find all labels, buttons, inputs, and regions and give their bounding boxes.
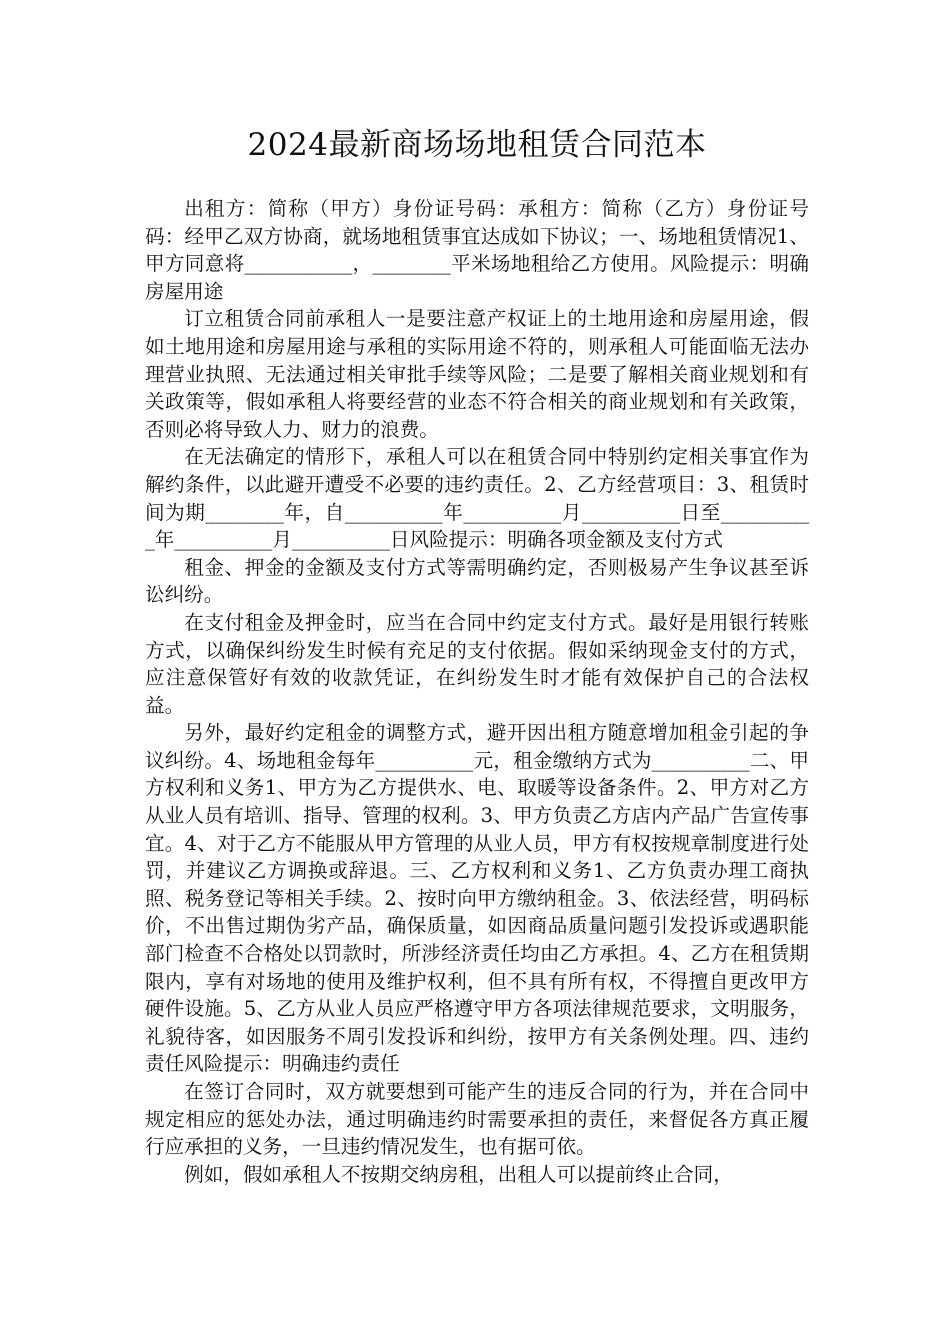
paragraph-rental-term: 在无法确定的情形下，承租人可以在租赁合同中特别约定相关事宜作为解约条件，以此避开遭受不必要的违约责任。2、乙方经营项目：3、租赁时间为期________年，自__________年__________月__________日至__________年__________月__________日风险提示：明确各项金额及支付方式 xyxy=(145,445,809,552)
paragraph-land-use-risk: 订立租赁合同前承租人一是要注意产权证上的土地用途和房屋用途，假如土地用途和房屋用途与承租的实际用途不符的，则承租人可能面临无法办理营业执照、无法通过相关审批手续等风险；二是要了解相关商业规划和有关政策等，假如承租人将要经营的业态不符合相关的商业规划和有关政策，否则必将导致人力、财力的浪费。 xyxy=(145,307,809,441)
paragraph-parties: 出租方：简称（甲方）身份证号码：承租方：简称（乙方）身份证号码：经甲乙双方协商，就场地租赁事宜达成如下协议；一、场地租赁情况1、甲方同意将___________，________平米场地租给乙方使用。风险提示：明确房屋用途 xyxy=(145,197,809,303)
document-title: 2024最新商场场地租赁合同范本 xyxy=(247,127,707,163)
paragraph-rights-obligations: 另外，最好约定租金的调整方式，避开因出租方随意增加租金引起的争议纠纷。4、场地租金每年__________元，租金缴纳方式为__________二、甲方权利和义务1、甲方为乙方提供水、电、取暖等设备条件。2、甲方对乙方从业人员有培训、指导、管理的权利。3、甲方负责乙方店内产品广告宣传事宜。4、对于乙方不能服从甲方管理的从业人员，甲方有权按规章制度进行处罚，并建议乙方调换或辞退。三、乙方权利和义务1、乙方负责办理工商执照、税务登记等相关手续。2、按时向甲方缴纳租金。3、依法经营，明码标价，不出售过期伪劣产品，确保质量，如因商品质量问题引发投诉或遇职能部门检查不合格处以罚款时，所涉经济责任均由乙方承担。4、乙方在租赁期限内，享有对场地的使用及维护权利，但不具有所有权，不得擅自更改甲方硬件设施。5、乙方从业人员应严格遵守甲方各项法律规范要求，文明服务，礼貌待客，如因服务不周引发投诉和纠纷，按甲方有关条例处理。四、违约责任风险提示：明确违约责任 xyxy=(145,721,809,1076)
paragraph-example: 例如，假如承租人不按期交纳房租，出租人可以提前终止合同， xyxy=(184,1162,733,1186)
paragraph-payment-agreement: 租金、押金的金额及支付方式等需明确约定，否则极易产生争议甚至诉讼纠纷。 xyxy=(145,555,809,607)
document-page xyxy=(145,125,809,1188)
paragraph-breach-liability: 在签订合同时，双方就要想到可能产生的违反合同的行为，并在合同中规定相应的惩处办法，通过明确违约时需要承担的责任，来督促各方真正履行应承担的义务，一旦违约情况发生，也有据可依。 xyxy=(145,1080,809,1159)
paragraph-payment-method: 在支付租金及押金时，应当在合同中约定支付方式。最好是用银行转账方式，以确保纠纷发生时候有充足的支付依据。假如采纳现金支付的方式，应注意保管好有效的收款凭证，在纠纷发生时才能有效保护自己的合法权益。 xyxy=(145,610,809,717)
